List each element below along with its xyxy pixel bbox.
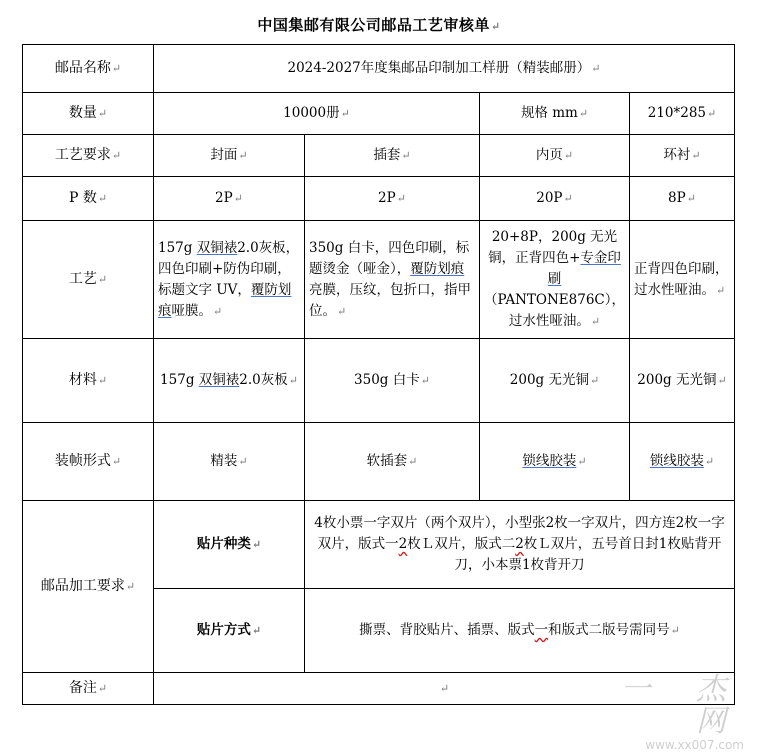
label-material: 材料↵ [23,339,154,423]
label-process-requirement: 工艺要求↵ [23,135,154,177]
label-binding: 装帧形式↵ [23,423,154,501]
value-quantity: 10000册↵ [154,93,480,135]
label-sticker-types: 贴片种类↵ [154,501,305,589]
label-quantity: 数量↵ [23,93,154,135]
label-page-count: P 数↵ [23,177,154,221]
value-spec: 210*285↵ [630,93,735,135]
material-inner-pages: 200g 无光铜↵ [480,339,630,423]
binding-liner: 锁线胶装↵ [630,423,735,501]
row-sticker-types [23,501,735,589]
label-craft: 工艺↵ [23,221,154,339]
pages-liner: 8P↵ [630,177,735,221]
pages-inner: 20P↵ [480,177,630,221]
binding-inner-pages: 锁线胶装↵ [480,423,630,501]
material-cover: 157g 双铜裱2.0灰板↵ [154,339,305,423]
value-product-name: 2024-2027年度集邮品印制加工样册（精装邮册）↵ [154,45,735,93]
pages-cover: 2P↵ [154,177,305,221]
value-sticker-types: 4枚小票一字双片（两个双片），小型张2枚一字双片，四方连2枚一字双片，版式一2枚Ｌ双片，版式二2枚Ｌ双片，五号首日封1枚贴背开刀，小本票1枚背开刀 [305,501,735,589]
row-product-name [23,45,735,93]
label-remarks: 备注↵ [23,673,154,705]
row-material [23,339,735,423]
binding-cover: 精装↵ [154,423,305,501]
label-sticker-method: 贴片方式↵ [154,589,305,673]
watermark-logo-text: 一 杰 网 [620,672,744,739]
label-product-name: 邮品名称↵ [23,45,154,93]
craft-sleeve: 350g 白卡，四色印刷，标题烫金（哑金），覆防划痕亮膜，压纹，包折口，指甲位。↵ [305,221,480,339]
document-title [0,14,758,35]
row-page-count [23,177,735,221]
header-inner-pages: 内页↵ [480,135,630,177]
row-craft [23,221,735,339]
paragraph-mark: ↵ [490,20,501,33]
document-title-text: 中国集邮有限公司邮品工艺审核单 [257,16,490,34]
row-binding [23,423,735,501]
row-quantity [23,93,735,135]
pages-sleeve: 2P↵ [305,177,480,221]
row-remarks [23,673,735,705]
watermark-url: www.xx007.com [645,738,744,752]
label-spec: 规格 mm↵ [480,93,630,135]
value-sticker-method: 撕票、背胶贴片、插票、版式一和版式二版号需同号↵ [305,589,735,673]
header-cover: 封面↵ [154,135,305,177]
header-sleeve: 插套↵ [305,135,480,177]
value-remarks: ↵ [154,673,735,705]
craft-liner: 正背四色印刷，过水性哑油。↵ [630,221,735,339]
row-process-header [23,135,735,177]
material-liner: 200g 无光铜↵ [630,339,735,423]
review-form-table [22,44,735,705]
material-sleeve: 350g 白卡↵ [305,339,480,423]
label-processing-requirement: 邮品加工要求↵ [23,501,154,673]
craft-cover: 157g 双铜裱2.0灰板，四色印刷+防伪印刷，标题文字 UV，覆防划痕哑膜。↵ [154,221,305,339]
binding-sleeve: 软插套↵ [305,423,480,501]
craft-inner-pages: 20+8P，200g 无光铜，正背四色+专金印刷（PANTONE876C），过水性哑油。↵ [480,221,630,339]
header-liner: 环衬↵ [630,135,735,177]
